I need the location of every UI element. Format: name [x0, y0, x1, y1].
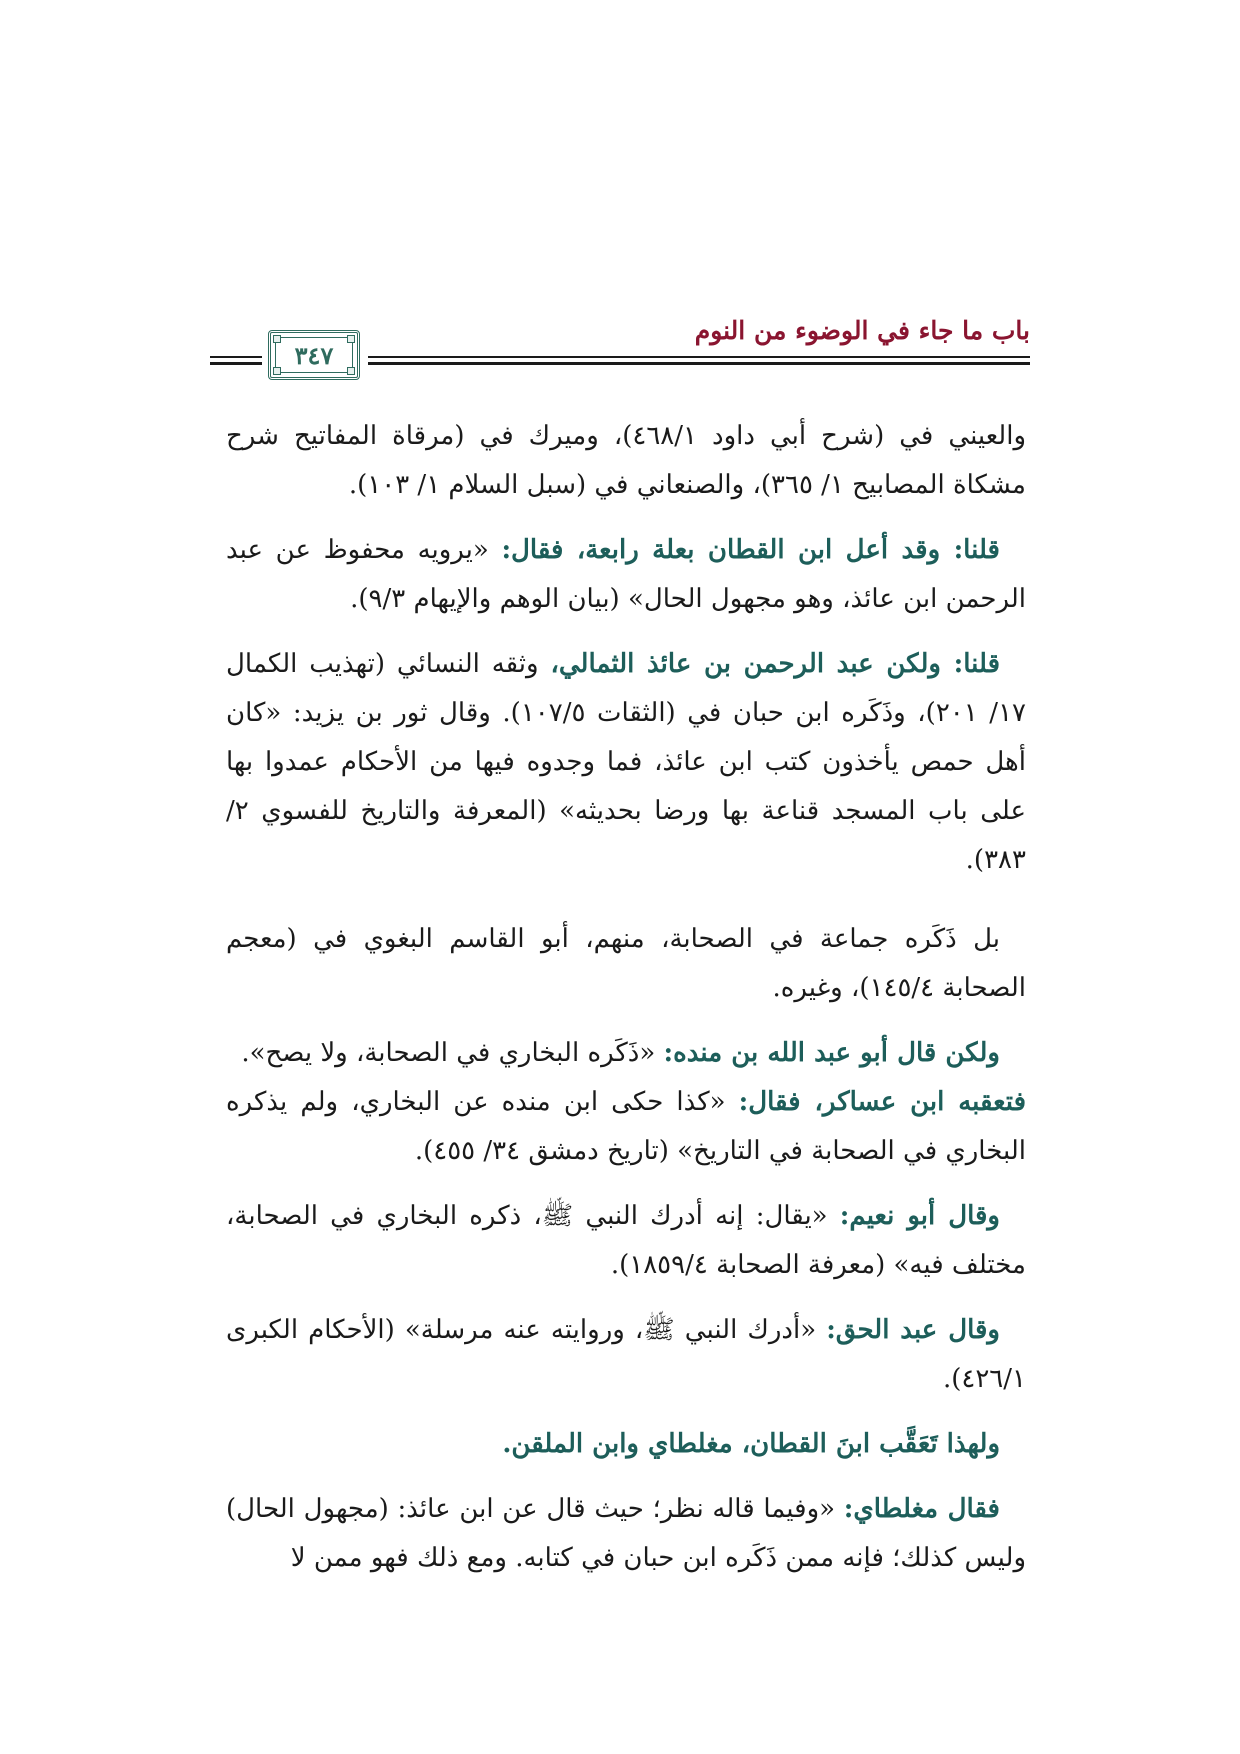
paragraph-text: بل ذَكَره جماعة في الصحابة، منهم، أبو القاسم البغوي في (معجم الصحابة ١٤٥/٤)، وغيره. [226, 924, 1026, 1003]
badge-corner-ornament [347, 335, 355, 343]
paragraph-lead: ولكن قال أبو عبد الله بن منده: [663, 1038, 1000, 1068]
paragraph [226, 915, 1026, 1013]
paragraph-lead: ولهذا تَعَقَّب ابنَ القطان، مغلطاي وابن الملقن. [502, 1429, 1000, 1459]
paragraph [226, 640, 1026, 885]
paragraph-text: «ذَكَره البخاري في الصحابة، ولا يصح». [241, 1038, 664, 1068]
badge-corner-ornament [273, 335, 281, 343]
paragraph [226, 1192, 1026, 1290]
paragraph-lead: وقال عبد الحق: [826, 1315, 1000, 1345]
paragraph-text: «يرويه محفوظ عن عبد الرحمن ابن عائذ، وهو مجهول الحال» (بيان الوهم والإيهام ٩/٣). [226, 535, 1026, 614]
paragraph-lead: وقال أبو نعيم: [839, 1201, 1000, 1231]
paragraph [226, 412, 1026, 510]
page-header [210, 312, 1030, 392]
paragraph [226, 1420, 1026, 1469]
badge-corner-ornament [273, 367, 281, 375]
paragraph-text: وثقه النسائي (تهذيب الكمال ١٧/ ٢٠١)، وذَكَره ابن حبان في (الثقات ١٠٧/٥). وقال ثور بن يزيد: «كان أهل حمص يأخذون كتب ابن عائذ، فما وجدوه فيها من الأحكام عمدوا بها على باب المسجد قناعة بها ورضا بحديثه» (المعرفة والتاريخ للفسوي ٢/ ٣٨٣). [226, 649, 1026, 875]
paragraph-text: «يقال: إنه أدرك النبي ﷺ، ذكره البخاري في الصحابة، مختلف فيه» (معرفة الصحابة ١٨٥٩/٤). [226, 1201, 1026, 1280]
header-rule-right-top [368, 356, 1030, 358]
paragraph-lead: قلنا: وقد أعل ابن القطان بعلة رابعة، فقال: [501, 535, 1000, 565]
paragraph-lead: فقال مغلطاي: [843, 1494, 1000, 1524]
header-rule-left-bottom [210, 362, 262, 365]
page-number-badge [268, 330, 360, 380]
paragraph-text: «وفيما قاله نظر؛ حيث قال عن ابن عائذ: (مجهول الحال) وليس كذلك؛ فإنه ممن ذَكَره ابن حبان في كتابه. ومع ذلك فهو ممن لا [226, 1494, 1026, 1573]
chapter-title: باب ما جاء في الوضوء من النوم [694, 316, 1030, 345]
paragraph-lead: فتعقبه ابن عساكر، فقال: [738, 1087, 1026, 1117]
paragraph-text: «أدرك النبي ﷺ، وروايته عنه مرسلة» (الأحكام الكبرى ٤٢٦/١). [226, 1315, 1026, 1394]
paragraph [226, 1029, 1026, 1176]
page-number: ٣٤٧ [294, 340, 334, 370]
paragraph-lead: قلنا: ولكن عبد الرحمن بن عائذ الثمالي، [550, 649, 1000, 679]
page-body [226, 412, 1026, 1583]
header-rule-left-top [210, 356, 262, 358]
paragraph-text: «كذا حكى ابن منده عن البخاري، ولم يذكره البخاري في الصحابة في التاريخ» (تاريخ دمشق ٣٤/ ٤٥٥). [226, 1087, 1026, 1166]
paragraph [226, 1485, 1026, 1583]
badge-corner-ornament [347, 367, 355, 375]
paragraph [226, 526, 1026, 624]
paragraph [226, 1306, 1026, 1404]
header-rule-right-bottom [368, 362, 1030, 365]
paragraph-text: والعيني في (شرح أبي داود ٤٦٨/١)، وميرك في (مرقاة المفاتيح شرح مشكاة المصابيح ١/ ٣٦٥)، والصنعاني في (سبل السلام ١/ ١٠٣). [226, 421, 1027, 500]
